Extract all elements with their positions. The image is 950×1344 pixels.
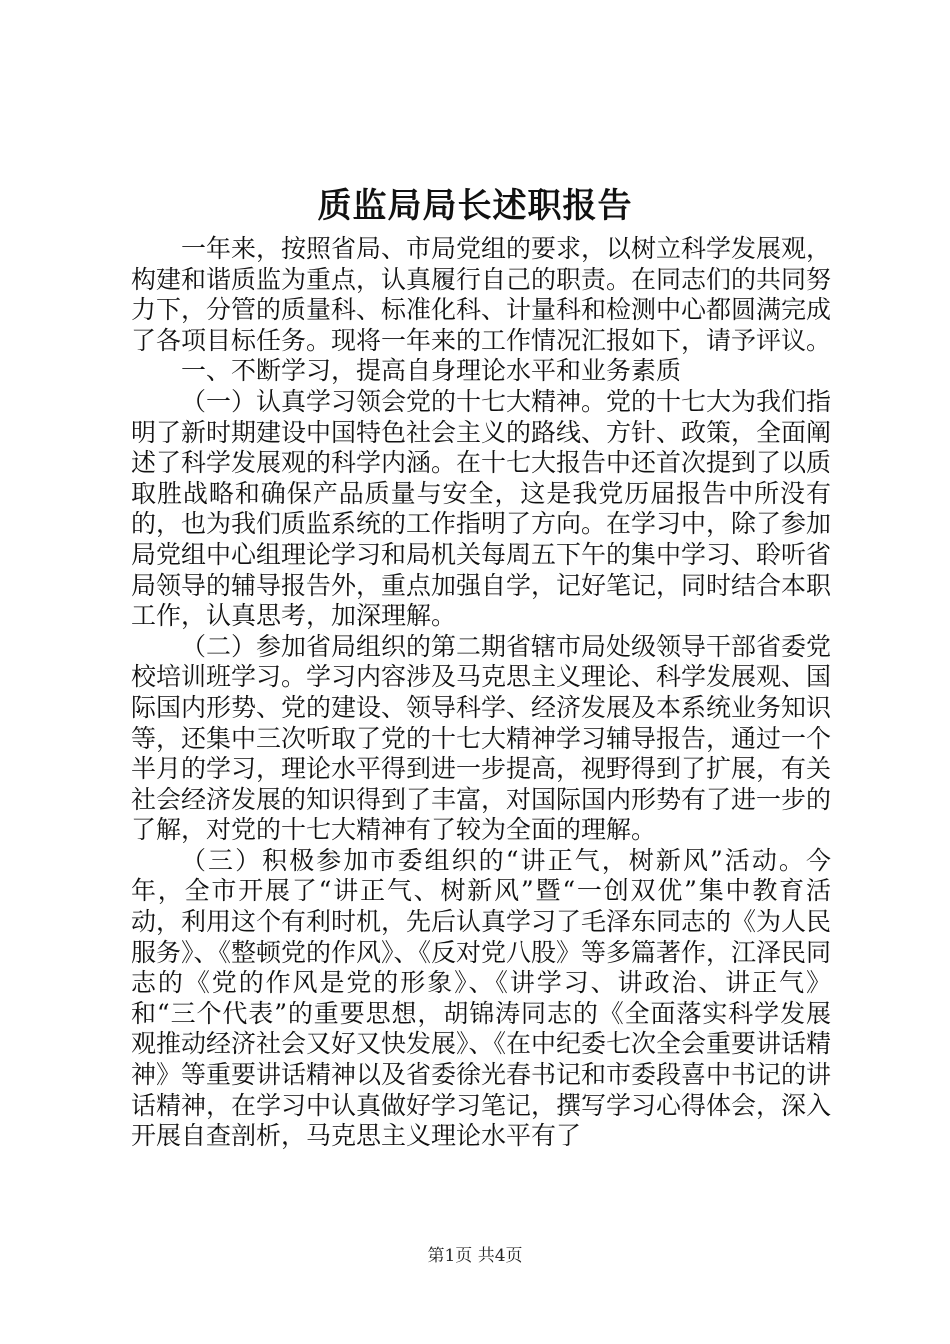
section-heading-1: 一、不断学习，提高自身理论水平和业务素质 [181, 356, 682, 386]
document-title: 质监局局长述职报告 [317, 186, 633, 226]
subsection-paragraph-3: （三）积极参加市委组织的“讲正气，树新风”活动。今年，全市开展了“讲正气、树新风”暨“一创双优”集中教育活动，利用这个有利时机，先后认真学习了毛泽东同志的《为人民服务》、《整顿党的作风》、《反对党八股》等多篇著作，江泽民同志的《党的作风是党的形象》、《讲学习、讲政治、讲正气》和“三个代表”的重要思想，胡锦涛同志的《全面落实科学发展观推动经济社会又好又快发展》、《在中纪委七次全会重要讲话精神》等重要讲话精神以及省委徐光春书记和市委段喜中书记的讲话精神，在学习中认真做好学习笔记，撰写学习心得体会，深入开展自查剖析，马克思主义理论水平有了 [131, 845, 832, 1151]
subsection-paragraph-2: （二）参加省局组织的第二期省辖市局处级领导干部省委党校培训班学习。学习内容涉及马克思主义理论、科学发展观、国际国内形势、党的建设、领导科学、经济发展及本系统业务知识等，还集中三次听取了党的十七大精神学习辅导报告，通过一个半月的学习，理论水平得到进一步提高，视野得到了扩展，有关社会经济发展的知识得到了丰富，对国际国内形势有了进一步的了解，对党的十七大精神有了较为全面的理解。 [131, 631, 832, 845]
subsection-paragraph-1: （一）认真学习领会党的十七大精神。党的十七大为我们指明了新时期建设中国特色社会主义的路线、方针、政策，全面阐述了科学发展观的科学内涵。在十七大报告中还首次提到了以质取胜战略和确保产品质量与安全，这是我党历届报告中所没有的，也为我们质监系统的工作指明了方向。在学习中，除了参加局党组中心组理论学习和局机关每周五下午的集中学习、聆听省局领导的辅导报告外，重点加强自学，记好笔记，同时结合本职工作，认真思考，加深理解。 [131, 386, 832, 631]
intro-paragraph: 一年来，按照省局、市局党组的要求，以树立科学发展观，构建和谐质监为重点，认真履行自己的职责。在同志们的共同努力下，分管的质量科、标准化科、计量科和检测中心都圆满完成了各项目标任务。现将一年来的工作情况汇报如下，请予评议。 [131, 234, 832, 355]
page-number-footer: 第1页 共4页 [427, 1246, 523, 1266]
document-body [131, 234, 831, 1152]
